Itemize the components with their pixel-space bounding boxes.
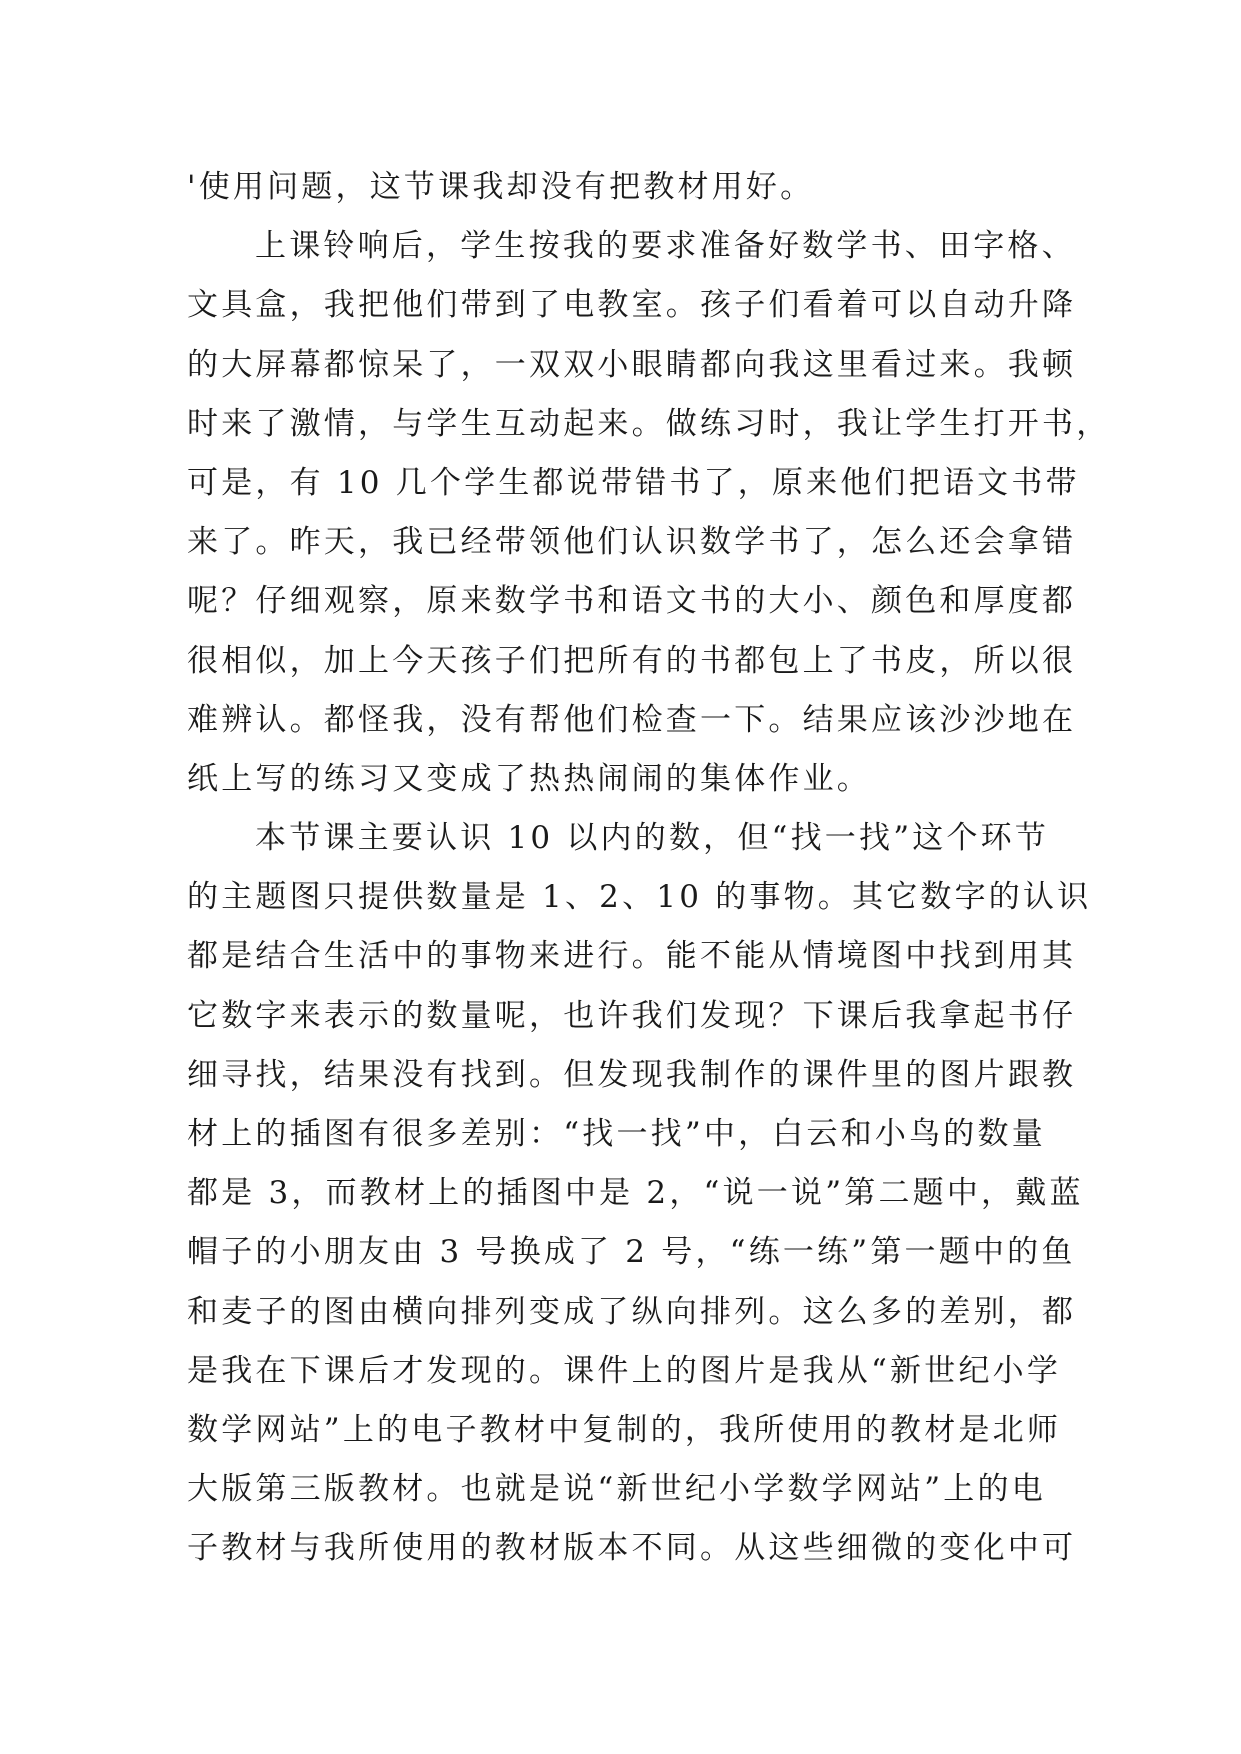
- text-line: 的主题图只提供数量是 1、2、10 的事物。其它数字的认识: [187, 879, 1092, 916]
- text-line: 的大屏幕都惊呆了，一双双小眼睛都向我这里看过来。我顿: [187, 346, 1077, 383]
- text-line: 文具盒，我把他们带到了电教室。孩子们看着可以自动升降: [187, 287, 1077, 324]
- text-line: 都是 3，而教材上的插图中是 2，“说一说”第二题中，戴蓝: [187, 1175, 1084, 1212]
- text-line: 本节课主要认识 10 以内的数，但“找一找”这个环节: [255, 820, 1050, 857]
- text-line: 都是结合生活中的事物来进行。能不能从情境图中找到用其: [187, 938, 1077, 975]
- text-line: 时来了激情，与学生互动起来。做练习时，我让学生打开书，: [187, 405, 1111, 442]
- text-line: 数学网站”上的电子教材中复制的，我所使用的教材是北师: [187, 1411, 1062, 1448]
- body-text: [187, 158, 1111, 1579]
- text-line: 呢？仔细观察，原来数学书和语文书的大小、颜色和厚度都: [187, 583, 1077, 620]
- text-line: 很相似，加上今天孩子们把所有的书都包上了书皮，所以很: [187, 642, 1077, 679]
- text-line: 和麦子的图由横向排列变成了纵向排列。这么多的差别，都: [187, 1293, 1077, 1330]
- text-line: '使用问题，这节课我却没有把教材用好。: [187, 169, 815, 205]
- text-line: 它数字来表示的数量呢，也许我们发现？下课后我拿起书仔: [187, 997, 1077, 1034]
- text-line: 可是，有 10 几个学生都说带错书了，原来他们把语文书带: [187, 464, 1080, 501]
- text-line: 难辨认。都怪我，没有帮他们检查一下。结果应该沙沙地在: [187, 701, 1077, 738]
- text-line: 子教材与我所使用的教材版本不同。从这些细微的变化中可: [187, 1530, 1077, 1567]
- text-line: 材上的插图有很多差别：“找一找”中，白云和小鸟的数量: [187, 1116, 1046, 1152]
- text-line: 是我在下课后才发现的。课件上的图片是我从“新世纪小学: [187, 1352, 1062, 1389]
- text-line: 来了。昨天，我已经带领他们认识数学书了，怎么还会拿错: [187, 524, 1077, 561]
- text-line: 纸上写的练习又变成了热热闹闹的集体作业。: [187, 760, 871, 797]
- text-line: 上课铃响后，学生按我的要求准备好数学书、田字格、: [255, 228, 1076, 265]
- text-line: 细寻找，结果没有找到。但发现我制作的课件里的图片跟教: [187, 1056, 1077, 1093]
- text-line: 帽子的小朋友由 3 号换成了 2 号，“练一练”第一题中的鱼: [187, 1234, 1076, 1271]
- text-line: 大版第三版教材。也就是说“新世纪小学数学网站”上的电: [187, 1471, 1046, 1508]
